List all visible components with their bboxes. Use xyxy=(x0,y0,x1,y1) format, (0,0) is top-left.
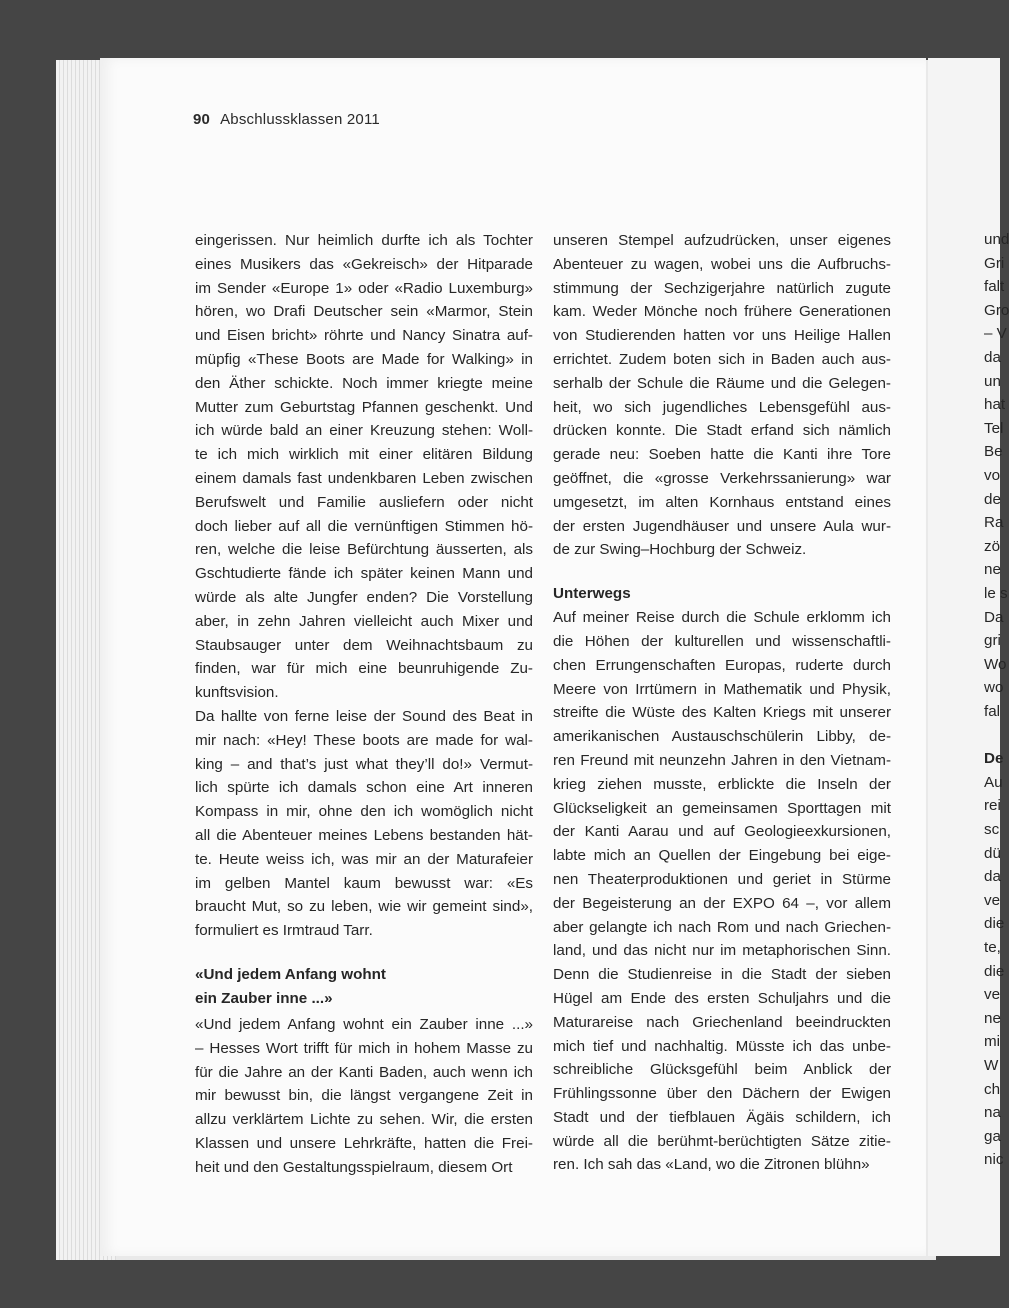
text-line: Stadt und der tiefblauen Ägäis schildern, ich xyxy=(553,1108,891,1126)
facing-text-fragment: ve xyxy=(984,891,1001,909)
text-line: und Eisen bricht» röhrte und Nancy Sinatra auf- xyxy=(195,327,533,345)
text-line: kunftsvision. xyxy=(195,684,279,702)
text-line: Abenteuer zu wagen, wobei uns die Aufbruchs- xyxy=(553,255,891,273)
text-line: stimmung der Sechzigerjahre natürlich zugute xyxy=(553,279,891,297)
text-line: mir bewusst bin, die längst vergangene Zeit in xyxy=(195,1087,533,1105)
text-line: krieg ziehen musste, erblickte die Inseln der xyxy=(553,775,891,793)
facing-page xyxy=(928,58,1009,1256)
running-title: Abschlussklassen 2011 xyxy=(220,111,380,128)
facing-text-fragment: wo xyxy=(984,679,1004,697)
facing-text-fragment: Au xyxy=(984,773,1003,791)
text-line: errichtet. Zudem boten sich in Baden auch aus- xyxy=(553,350,891,368)
facing-text-fragment: sc xyxy=(984,821,1000,838)
text-line: Maturareise nach Griechenland beeindruckten xyxy=(553,1013,891,1031)
text-line: eingerissen. Nur heimlich durfte ich als Tochter xyxy=(195,232,533,249)
text-line: im gelben Mantel kaum bewusst war: «Es xyxy=(195,874,533,892)
text-line: drücken konnte. Die Stadt erfand sich nämlich xyxy=(553,422,891,440)
text-line: mir nach: «Hey! These boots are made for wal- xyxy=(195,731,533,749)
text-line: Kompass in mir, ohne den ich womöglich nicht xyxy=(195,803,533,821)
text-line: der Kanti Aarau und auf Geologieexkursionen, xyxy=(553,823,891,841)
facing-text-fragment: vo xyxy=(984,467,1001,484)
facing-text-fragment: die xyxy=(984,915,1005,933)
facing-text-fragment: hat xyxy=(984,396,1006,414)
text-line: ren. Ich sah das «Land, wo die Zitronen blühn» xyxy=(553,1156,870,1174)
facing-text-fragment: ga xyxy=(984,1127,1001,1145)
text-line: serhalb der Schule die Räume und die Gelegen- xyxy=(553,374,891,392)
text-line: labte mich an Quellen der Eingebung bei eige- xyxy=(553,847,891,865)
facing-text-fragment: Wo xyxy=(984,655,1007,673)
text-line: Klassen und unsere Lehrkräfte, hatten die Frei- xyxy=(195,1134,533,1152)
text-line: allzu verklärtem Lichte zu sehen. Wir, die ersten xyxy=(195,1111,533,1129)
facing-text-fragment: mi xyxy=(984,1033,1001,1051)
text-line: te ich mich wirklich mit einer elitären Bildung xyxy=(195,446,533,464)
facing-text-fragment: na xyxy=(984,1104,1001,1122)
text-line: «Und jedem Anfang wohnt xyxy=(195,965,386,983)
text-line: chen Errungenschaften Europas, ruderte durch xyxy=(553,656,891,674)
text-line: schreibliche Glücksgefühl beim Anblick der xyxy=(553,1061,891,1079)
text-line: heit und den Gestaltungsspielraum, diesem Ort xyxy=(195,1158,513,1176)
paragraph-hesse xyxy=(195,1013,533,1180)
facing-text-fragment: de xyxy=(984,490,1001,508)
text-line: für die Jahre an der Kanti Baden, auch wenn ich xyxy=(195,1063,533,1081)
text-line: all die Abenteuer meines Lebens bestanden hät- xyxy=(195,826,533,844)
text-line: Frühlingssonne über den Dächern der Ewigen xyxy=(553,1085,891,1103)
text-line: gerade neu: Soeben hatte die Kanti ihre Tore xyxy=(553,446,891,464)
text-line: umgesetzt, im alten Kornhaus entstand eines xyxy=(553,493,891,511)
text-line: ren, welche die leise Befürchtung äusserten, als xyxy=(195,541,533,559)
facing-text-fragment: falt xyxy=(984,278,1005,296)
text-line: ich würde bald an einer Kreuzung stehen: Woll- xyxy=(195,422,533,440)
facing-text-fragment: W xyxy=(984,1057,999,1074)
paragraph-intro xyxy=(195,229,533,705)
text-line: der ersten Jugendhäuser und unsere Aula wur- xyxy=(553,517,891,535)
text-line: de zur Swing–Hochburg der Schweiz. xyxy=(553,541,807,559)
text-line: den Äther schickte. Noch immer kriegte meine xyxy=(195,374,533,392)
facing-text-fragment: Tel xyxy=(984,419,1004,437)
section-heading-unterwegs: Unterwegs xyxy=(553,585,631,603)
text-line: Hügel am Ende des ersten Schuljahrs und die xyxy=(553,989,891,1007)
section-heading-anfang xyxy=(195,963,533,1011)
facing-text-fragment: ch xyxy=(984,1080,1001,1098)
text-line: Auf meiner Reise durch die Schule erklomm ich xyxy=(553,609,891,627)
page-number: 90 xyxy=(193,111,211,128)
facing-text-fragment: te, xyxy=(984,939,1001,956)
text-line: Glückseligkeit an gemeinsamen Sporttagen mit xyxy=(553,799,891,817)
facing-text-fragment: Ra xyxy=(984,514,1004,532)
facing-text-fragment: un xyxy=(984,372,1001,390)
text-line: «Und jedem Anfang wohnt ein Zauber inne ...» xyxy=(195,1015,533,1033)
facing-text-fragment: und xyxy=(984,231,1009,248)
paragraph-beat xyxy=(195,705,533,943)
text-line: würde all die berühmt-berüchtigten Sätze zitie- xyxy=(553,1132,891,1150)
text-line: – Hesses Wort trifft für mich in hohem Masse zu xyxy=(195,1039,533,1057)
text-line: Mutter zum Geburtstag Pfannen geschenkt. Und xyxy=(195,398,533,416)
text-line: geöffnet, die «grosse Verkehrssanierung» war xyxy=(553,469,891,487)
text-line: braucht Mut, so zu leben, wie wir gemeint sind», xyxy=(195,898,533,916)
paragraph-stempel xyxy=(553,229,891,562)
right-column xyxy=(553,229,891,1177)
facing-text-fragment: ne xyxy=(984,1009,1001,1027)
facing-text-fragment: le s xyxy=(984,585,1008,602)
text-line: die Höhen der kulturellen und wissenschaftli- xyxy=(553,632,891,650)
facing-text-fragment: dü xyxy=(984,844,1001,862)
text-line: einem damals fast undenkbaren Leben zwischen xyxy=(195,469,533,487)
facing-text-fragment: Da xyxy=(984,608,1004,626)
text-line: Denn die Studienreise in die Stadt der sieben xyxy=(553,966,891,984)
text-line: kam. Weder Mönche noch frühere Generationen xyxy=(553,303,891,321)
facing-text-fragment: da xyxy=(984,349,1001,366)
running-header xyxy=(193,111,380,128)
text-line: im Sender «Europe 1» oder «Radio Luxemburg» xyxy=(195,279,533,297)
text-line: Meere von Irrtümern in Mathematik und Physik, xyxy=(553,680,891,698)
facing-text-fragment: De xyxy=(984,750,1004,768)
text-line: te. Heute weiss ich, was mir an der Maturafeier xyxy=(195,850,533,868)
text-line: lich spürte ich damals schon eine Art inneren xyxy=(195,779,533,797)
facing-text-fragment: – V xyxy=(984,325,1007,343)
text-line: aber gelangte ich nach Rom und nach Griechen- xyxy=(553,918,891,936)
text-line: amerikanischen Austauschschülerin Libby, de- xyxy=(553,728,891,746)
text-line: unseren Stempel aufzudrücken, unser eigenes xyxy=(553,232,891,249)
text-line: formuliert es Irmtraud Tarr. xyxy=(195,922,373,940)
facing-text-fragment: ve xyxy=(984,986,1001,1004)
text-line: nen Theaterproduktionen und geriet in Stürme xyxy=(553,870,891,888)
text-line: eines Musikers das «Gekreisch» der Hitparade xyxy=(195,255,533,273)
text-line: müpfig «These Boots are Made for Walking» in xyxy=(195,350,533,368)
text-line: land, und das nicht nur im metaphorischen Sinn. xyxy=(553,942,891,960)
facing-text-fragment: rei xyxy=(984,797,1001,815)
text-line: der Begeisterung an der EXPO 64 –, vor allem xyxy=(553,894,891,912)
facing-text-fragment: die xyxy=(984,962,1005,980)
text-line: Staubsauger unter dem Weihnachtsbaum zu xyxy=(195,636,533,654)
text-line: Berufswelt und Familie ausliefern oder nicht xyxy=(195,493,533,511)
facing-text-fragment: Gro xyxy=(984,301,1009,319)
text-line: hören, wo Drafi Deutscher sein «Marmor, Stein xyxy=(195,303,533,321)
facing-text-fragment: fal xyxy=(984,703,1001,720)
text-line: Gschtudierte fände ich später keinen Mann und xyxy=(195,565,533,583)
facing-text-fragment: da xyxy=(984,868,1001,886)
facing-text-fragment: zö xyxy=(984,537,1001,555)
left-column xyxy=(195,229,533,1179)
text-line: würde als alte Jungfer enden? Die Vorstellung xyxy=(195,588,533,606)
facing-text-fragment: nic xyxy=(984,1151,1004,1169)
text-line: ein Zauber inne ...» xyxy=(195,989,333,1007)
text-line: ren Freund mit neunzehn Jahren in den Vietnam- xyxy=(553,751,891,769)
facing-text-fragment: Gri xyxy=(984,254,1005,272)
facing-text-fragment: gri xyxy=(984,632,1001,650)
facing-text-fragment: ne xyxy=(984,561,1001,579)
paragraph-unterwegs xyxy=(553,606,891,1177)
facing-text-fragment: Be xyxy=(984,443,1003,461)
text-line: doch lieber auf all die vernünftigen Stimmen hö- xyxy=(195,517,533,535)
text-line: mich tief und nachhaltig. Müsste ich das unbe- xyxy=(553,1037,891,1055)
text-line: heit, wo sich jugendliches Lebensgefühl aus- xyxy=(553,398,891,416)
text-line: aber, in zehn Jahren vielleicht auch Mixer und xyxy=(195,612,533,630)
text-line: king – and that’s just what they’ll do!» Vermut- xyxy=(195,755,533,773)
text-line: streifte die Wüste des Kalten Kriegs mit unserer xyxy=(553,704,891,722)
text-line: finden, war für mich eine beunruhigende Zu- xyxy=(195,660,533,678)
text-line: von Studierenden hatten vor uns Heilige Hallen xyxy=(553,327,891,345)
text-line: Da hallte von ferne leise der Sound des Beat in xyxy=(195,707,533,725)
